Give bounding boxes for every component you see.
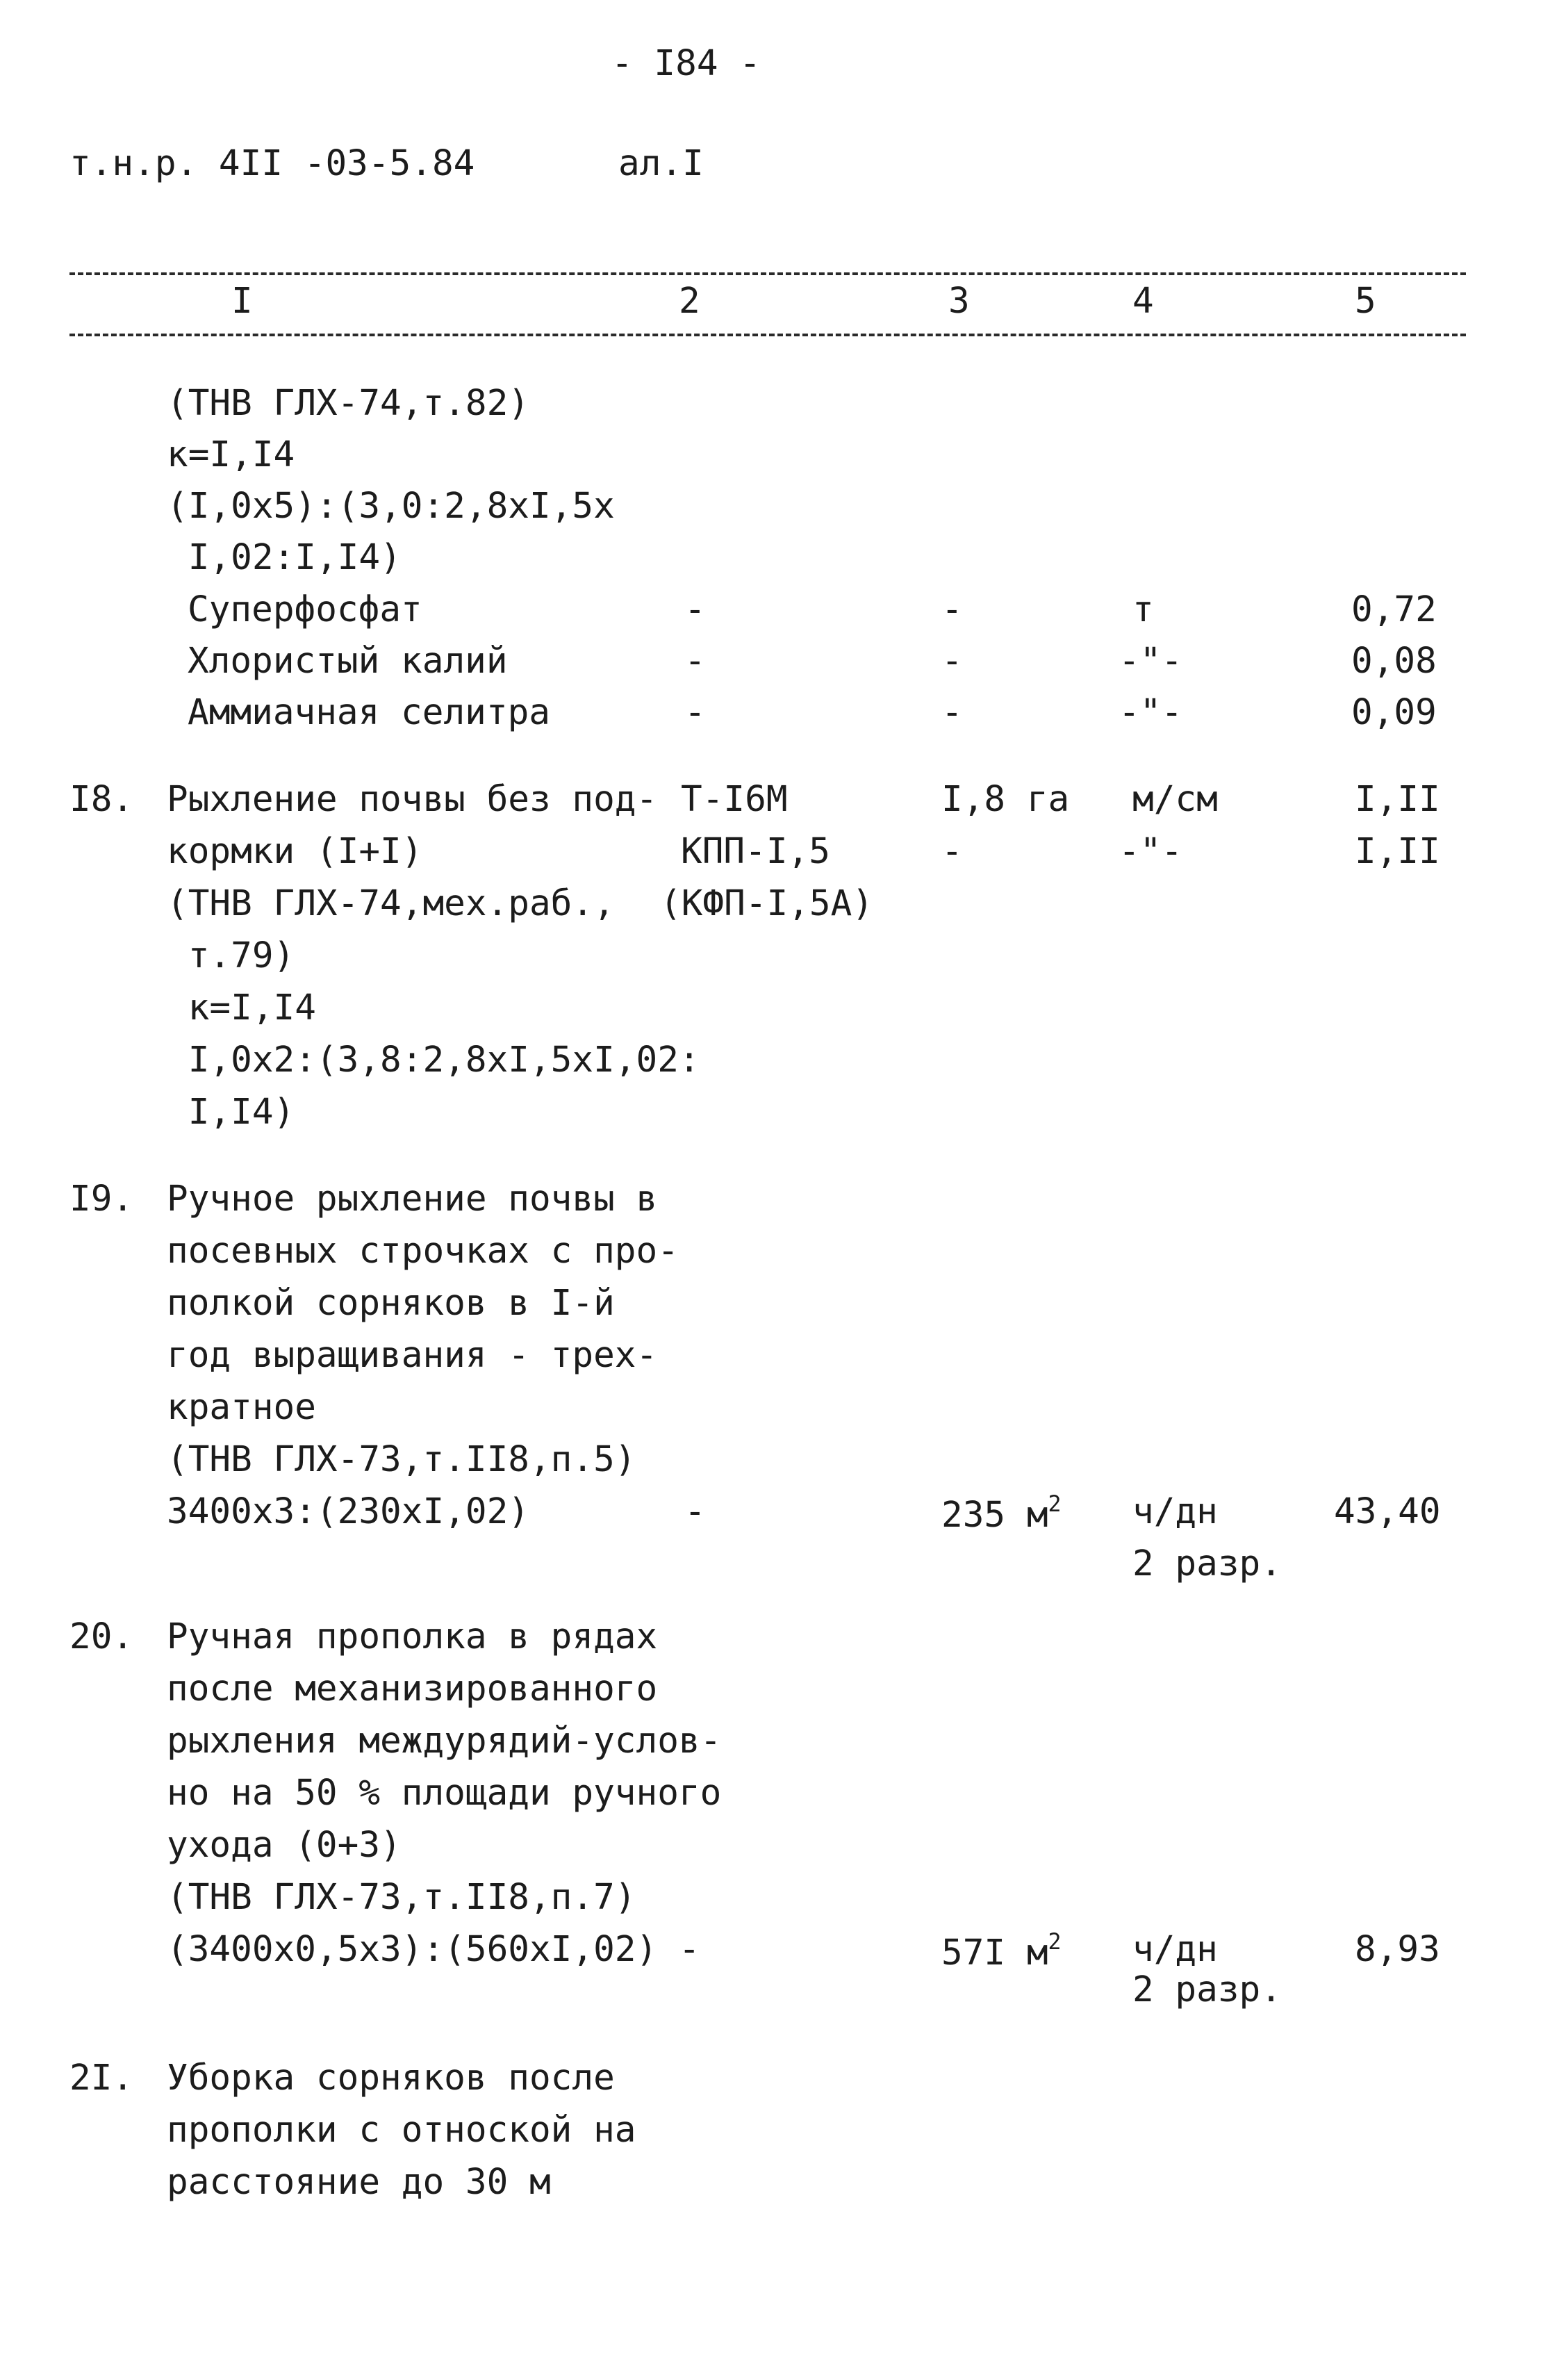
column-header-4: 4 [1132,281,1154,322]
grade-value: 2 разр. [1132,1543,1282,1584]
machine-name: (КФП-I,5А) [660,883,874,924]
item-text-line: I,0x2:(3,8:2,8xI,5xI,02: [167,1040,700,1081]
rate-value: I,8 га [941,779,1070,820]
item-text-line: I,I4) [167,1092,295,1133]
result-value: I,II [1355,831,1440,872]
item-text-line: расстояние до 30 м [167,2162,551,2203]
cell-col3: - [941,641,963,682]
cell-unit: -"- [1119,641,1183,682]
cell-col3: - [941,589,963,630]
cell-col2: - [684,641,706,682]
rate-value [941,1930,1062,1974]
item-text-line: рыхления междурядий-услов- [167,1721,722,1762]
item-text-line: посевных строчках с про- [167,1231,679,1272]
unit-value: ч/дн [1132,1491,1218,1532]
item-text-line: кормки (I+I) [167,831,423,872]
column-header-2: 2 [679,281,700,322]
cell-value: 0,72 [1351,589,1437,630]
result-value: I,II [1355,779,1440,820]
column-header-5: 5 [1355,281,1376,322]
item-text-line: (ТНВ ГЛХ-73,т.II8,п.5) [167,1439,636,1480]
item-number: 2I. [69,2058,134,2099]
item-text-line: но на 50 % площади ручного [167,1773,722,1814]
item-number: 20. [69,1616,134,1657]
item-text-line: прополки с отноской на [167,2110,636,2151]
cell-value: 0,09 [1351,692,1437,733]
rate-value [941,1492,1062,1536]
column-header-3: 3 [948,281,970,322]
item-text-line: т.79) [167,935,295,976]
cell-col2: - [684,589,706,630]
fertilizer-name: Аммиачная селитра [188,692,550,733]
cell-unit: -"- [1119,692,1183,733]
item-text-line: Ручная прополка в рядах [167,1616,658,1657]
rate-amount: 57I м [941,1932,1048,1974]
item-number: I9. [69,1179,134,1220]
item-text-line: 3400x3:(230xI,02) [167,1491,529,1532]
table-header-rule [69,334,1466,336]
item-text-line: Ручное рыхление почвы в [167,1179,658,1220]
intro-line: к=I,I4 [167,434,295,475]
item-text-line: год выращивания - трех- [167,1335,658,1376]
intro-line: I,02:I,I4) [167,537,402,578]
item-text-line: ухода (0+3) [167,1825,402,1866]
machine-name: Т-I6М [681,779,788,820]
cell-value: 0,08 [1351,641,1437,682]
machine-name: КПП-I,5 [681,831,830,872]
intro-line: (I,0x5):(3,0:2,8xI,5x [167,486,615,527]
fertilizer-name: Суперфосфат [188,589,422,630]
table-top-rule [69,272,1466,275]
sheet-label: ал.I [618,143,704,184]
document-code: т.н.р. 4II -03-5.84 [69,143,475,184]
page-number: - I84 - [611,43,761,84]
cell-col2: - [684,1491,706,1532]
unit-value: -"- [1119,831,1183,872]
column-header-1: I [231,281,253,322]
fertilizer-name: Хлористый калий [188,641,508,682]
result-value: 8,93 [1355,1929,1440,1970]
item-text-line: Уборка сорняков после [167,2058,615,2099]
rate-superscript: 2 [1048,1930,1062,1955]
result-value: 43,40 [1334,1491,1441,1532]
item-text-line: (3400x0,5x3):(560xI,02) - [167,1929,700,1970]
item-text-line: (ТНВ ГЛХ-73,т.II8,п.7) [167,1877,636,1918]
item-text-line: кратное [167,1387,316,1428]
item-text-line: после механизированного [167,1668,658,1709]
item-number: I8. [69,779,134,820]
rate-amount: 235 м [941,1495,1048,1536]
rate-value: - [941,831,963,872]
item-text-line: полкой сорняков в I-й [167,1283,615,1324]
cell-col3: - [941,692,963,733]
item-text-line: к=I,I4 [167,987,316,1028]
cell-unit: т [1132,589,1154,630]
unit-value: м/см [1132,779,1218,820]
unit-value: ч/дн [1132,1929,1218,1970]
cell-col2: - [684,692,706,733]
grade-value: 2 разр. [1132,1969,1282,2010]
rate-superscript: 2 [1048,1492,1062,1517]
item-text-line: Рыхление почвы без под- [167,779,658,820]
item-text-line: (ТНВ ГЛХ-74,мех.раб., [167,883,615,924]
intro-line: (ТНВ ГЛХ-74,т.82) [167,383,529,424]
